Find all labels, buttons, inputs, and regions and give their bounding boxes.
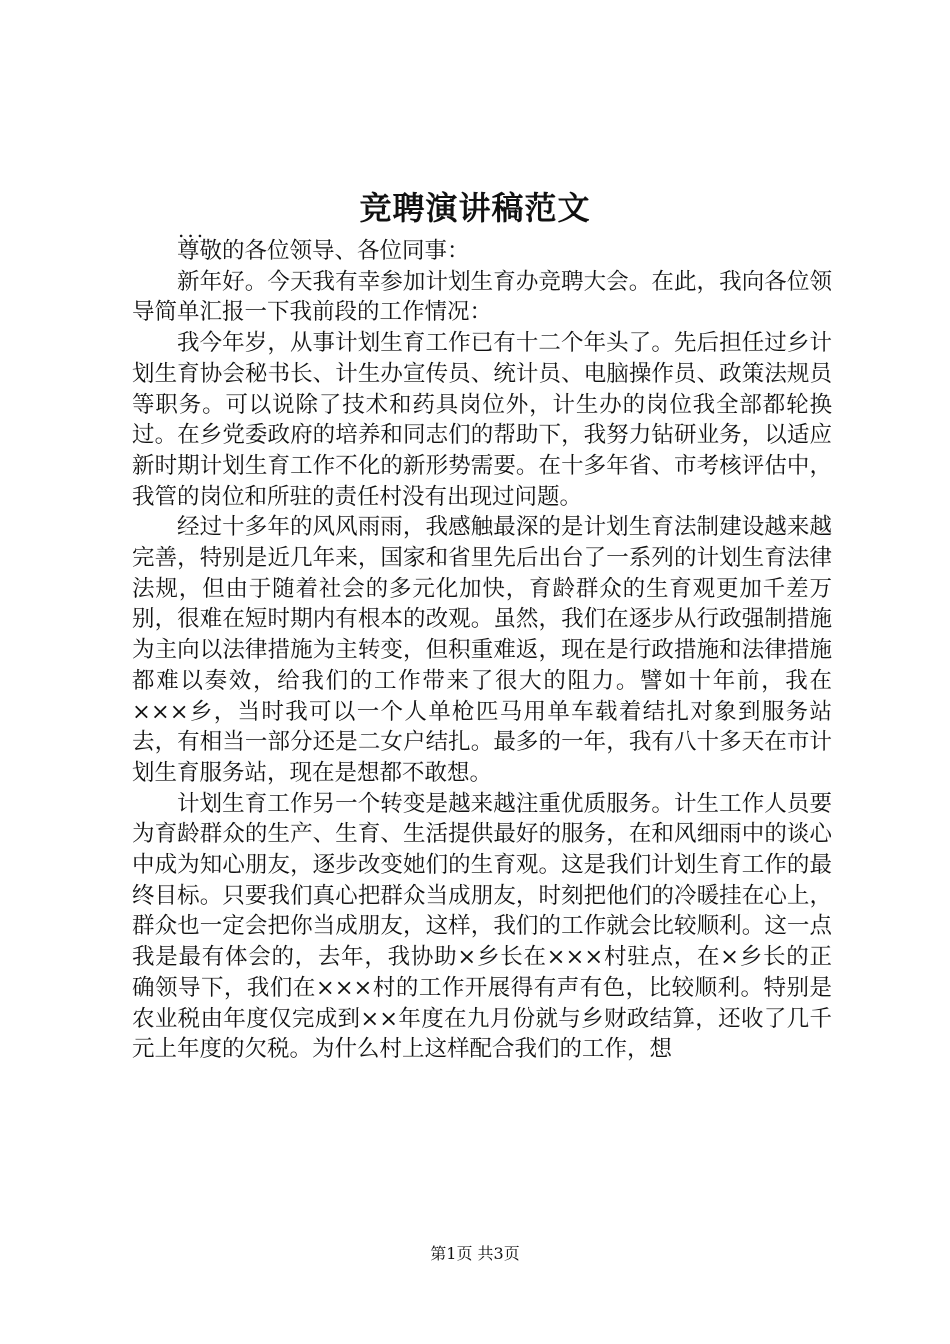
body-paragraph: 新年好。今天我有幸参加计划生育办竞聘大会。在此，我向各位领导简单汇报一下我前段的工作情况：	[132, 268, 832, 326]
body-paragraph: 计划生育工作另一个转变是越来越注重优质服务。计生工作人员要为育龄群众的生产、生育、生活提供最好的服务，在和风细雨中的谈心中成为知心朋友，逐步改变她们的生育观。这是我们计划生育工作的最终目标。只要我们真心把群众当成朋友，时刻把他们的冷暖挂在心上，群众也一定会把你当成朋友，这样，我们的工作就会比较顺利。这一点我是最有体会的，去年，我协助×乡长在×××村驻点，在×乡长的正确领导下，我们在×××村的工作开展得有声有色，比较顺利。特别是农业税由年度仅完成到××年度在九月份就与乡财政结算，还收了几千元上年度的欠税。为什么村上这样配合我们的工作，想	[132, 790, 832, 1063]
page-footer: 第1页 共3页	[430, 1244, 520, 1263]
document-title: 竞聘演讲稿范文	[359, 189, 591, 227]
document-body	[132, 236, 832, 1065]
body-paragraph: 经过十多年的风风雨雨，我感触最深的是计划生育法制建设越来越完善，特别是近几年来，国家和省里先后出台了一系列的计划生育法律法规，但由于随着社会的多元化加快，育龄群众的生育观更加千差万别，很难在短时期内有根本的改观。虽然，我们在逐步从行政强制措施为主向以法律措施为主转变，但积重难返，现在是行政措施和法律措施都难以奏效，给我们的工作带来了很大的阻力。譬如十年前，我在×××乡，当时我可以一个人单枪匹马用单车载着结扎对象到服务站去，有相当一部分还是二女户结扎。最多的一年，我有八十多天在市计划生育服务站，现在是想都不敢想。	[132, 514, 832, 786]
ellipsis-marker: ...	[178, 218, 207, 242]
salutation-paragraph: 尊敬的各位领导、各位同事：	[177, 238, 470, 264]
body-paragraph: 我今年岁，从事计划生育工作已有十二个年头了。先后担任过乡计划生育协会秘书长、计生办宣传员、统计员、电脑操作员、政策法规员等职务。可以说除了技术和药具岗位外，计生办的岗位我全部都轮换过。在乡党委政府的培养和同志们的帮助下，我努力钻研业务，以适应新时期计划生育工作不化的新形势需要。在十多年省、市考核评估中，我管的岗位和所驻的责任村没有出现过问题。	[132, 330, 832, 510]
